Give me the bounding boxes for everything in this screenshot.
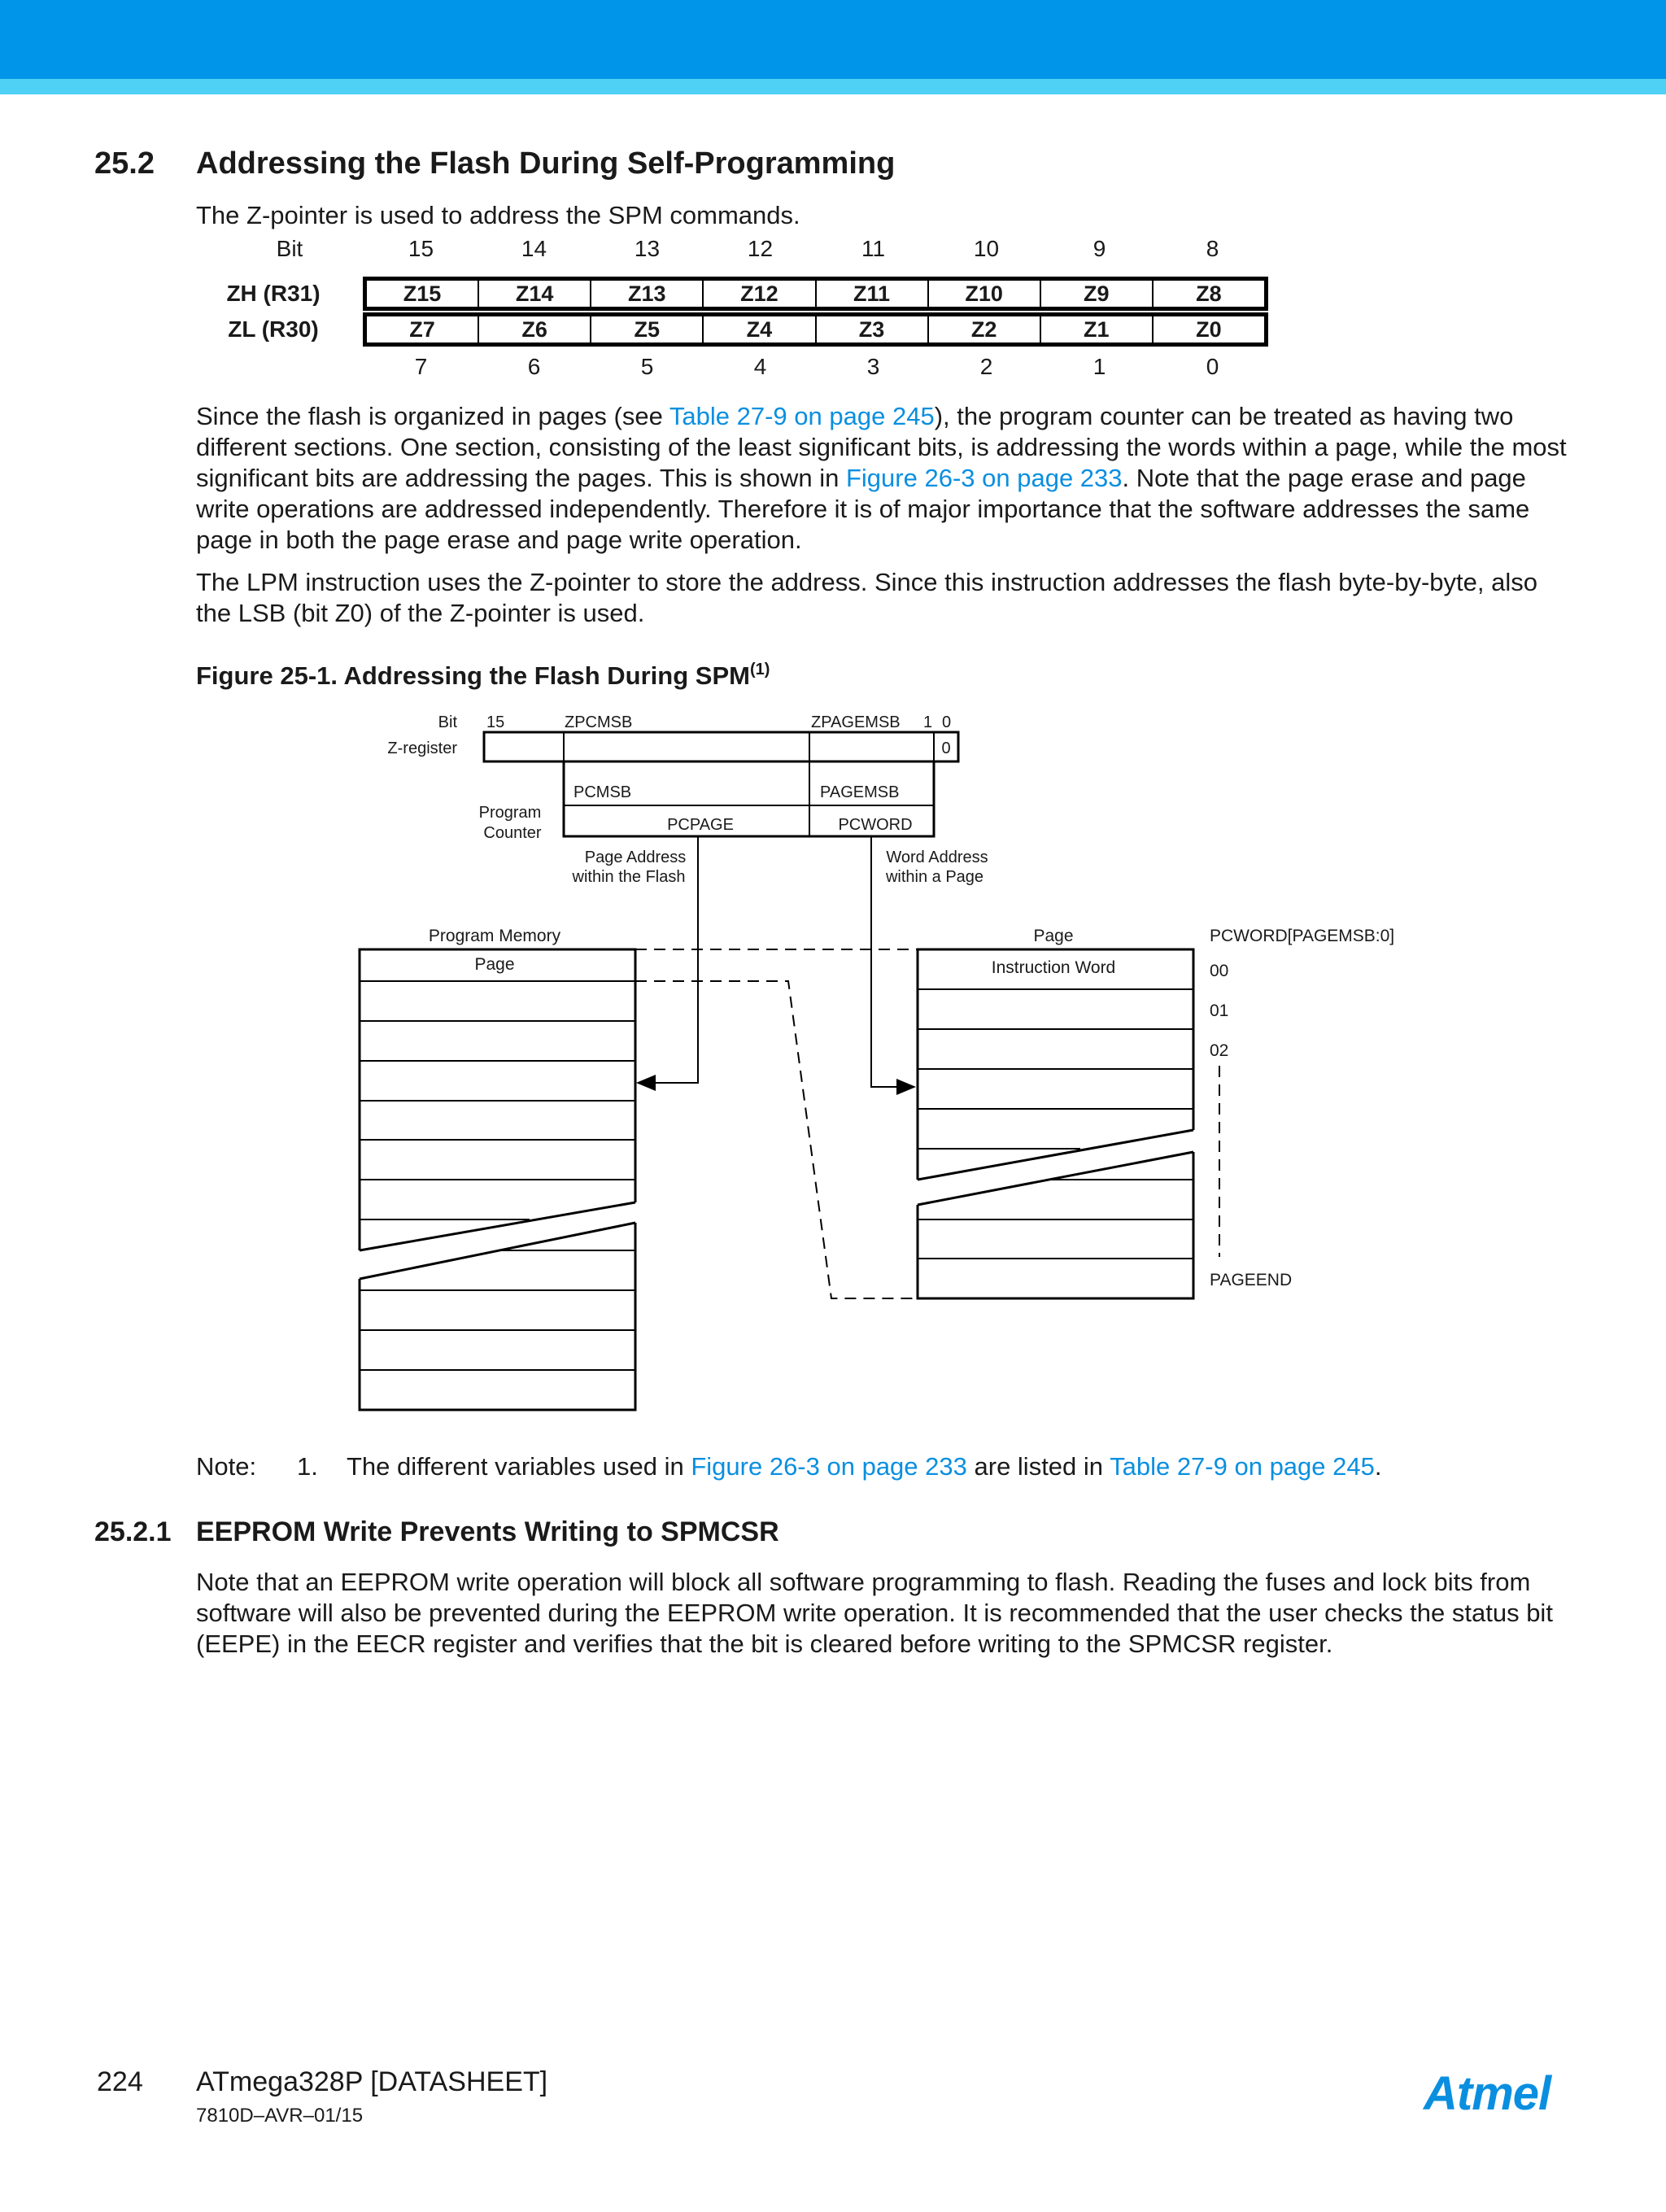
- fig-pcword: PCWORD: [838, 816, 913, 834]
- link-table-27-9[interactable]: Table 27-9 on page 245: [1110, 1452, 1375, 1481]
- fig-page-address-2: within the Flash: [572, 868, 686, 886]
- paragraph-lpm: The LPM instruction uses the Z-pointer to store the address. Since this instruction addresses the flash byte-by-byte, also the LSB (bit Z0) of the Z-pointer is used.: [196, 568, 1537, 627]
- zl-cell: Z2: [929, 316, 1041, 342]
- zh-cell: Z13: [591, 281, 704, 307]
- document-id: 7810D–AVR–01/15: [196, 2105, 364, 2127]
- bit-num: 12: [747, 236, 774, 261]
- bit-num: 0: [1206, 354, 1219, 379]
- fig-bit1: 1: [923, 713, 933, 731]
- note-label: Note:: [196, 1452, 257, 1481]
- bit-num: 6: [527, 354, 541, 379]
- bit-num: 4: [753, 354, 767, 379]
- page-block: [918, 949, 1193, 1298]
- bit-label: Bit: [276, 236, 303, 261]
- fig-zero-bit: 0: [941, 740, 951, 757]
- bit-num: 3: [866, 354, 880, 379]
- z-register-box: [484, 732, 958, 761]
- fig-word-00: 00: [1210, 962, 1229, 980]
- zl-cell: Z1: [1041, 316, 1154, 342]
- text-run: .: [1374, 1452, 1382, 1481]
- subsection-title: EEPROM Write Prevents Writing to SPMCSR: [196, 1516, 779, 1547]
- page-connector-dashed: [635, 949, 918, 1298]
- fig-bit15: 15: [486, 713, 505, 731]
- text-run: The different variables used in: [347, 1452, 691, 1481]
- fig-word-address-1: Word Address: [886, 849, 988, 866]
- intro-text: The Z-pointer is used to address the SPM commands.: [196, 201, 800, 229]
- fig-word-address-2: within a Page: [885, 868, 984, 886]
- figure-title-sup: (1): [749, 661, 770, 678]
- figure-title-text: Figure 25-1. Addressing the Flash During SPM: [196, 661, 750, 690]
- fig-page-right: Page: [1033, 927, 1074, 945]
- section-title: Addressing the Flash During Self-Programming: [196, 146, 896, 181]
- zl-cell: Z3: [817, 316, 929, 342]
- bit-num: 7: [414, 354, 428, 379]
- link-figure-26-3[interactable]: Figure 26-3 on page 233: [691, 1452, 967, 1481]
- fig-instruction-word: Instruction Word: [991, 958, 1116, 977]
- fig-pageend: PAGEEND: [1210, 1271, 1293, 1289]
- note-text: [347, 1452, 1382, 1481]
- note-number: 1.: [297, 1452, 318, 1481]
- bit-num: 2: [979, 354, 993, 379]
- zh-cell: Z12: [704, 281, 816, 307]
- fig-zpcmsb: ZPCMSB: [565, 713, 633, 731]
- fig-pcpage: PCPAGE: [667, 816, 734, 834]
- link-figure-26-3[interactable]: Figure 26-3 on page 233: [845, 464, 1123, 492]
- zl-cell: Z5: [591, 316, 704, 342]
- zl-cell: Z6: [479, 316, 591, 342]
- paragraph-eeprom: Note that an EEPROM write operation will block all software programming to flash. Reading the fuses and lock bits from software will also be prevented during the EEPROM write operation. It is recommended that the user checks the status bit (EEPE) in the EECR register and verifies that the bit is cleared before writing to the SPMCSR register.: [196, 1568, 1553, 1658]
- bit-num: 15: [408, 236, 434, 261]
- text-run: are listed in: [966, 1452, 1110, 1481]
- fig-zregister-label: Z-register: [387, 740, 457, 757]
- section-number: 25.2: [94, 146, 155, 181]
- page-number: 224: [97, 2066, 143, 2097]
- text-run: . Note that the page erase and page write operations are addressed independently. Therefore it is of major importance that the software addresses the same page in both the page erase and page write operation.: [196, 464, 1530, 554]
- bit-num: 1: [1092, 354, 1106, 379]
- bit-num: 14: [521, 236, 547, 261]
- program-memory-block: [360, 949, 635, 1410]
- zh-label: ZH (R31): [226, 281, 321, 306]
- zl-cell: Z0: [1196, 317, 1222, 342]
- subsection-number: 25.2.1: [94, 1516, 172, 1547]
- fig-counter-label: Counter: [483, 824, 542, 842]
- fig-pcmsb: PCMSB: [574, 783, 632, 801]
- fig-word-01: 01: [1210, 1001, 1229, 1020]
- text-run: Since the flash is organized in pages (see: [196, 402, 669, 430]
- fig-page-left: Page: [474, 955, 515, 974]
- bit-num: 9: [1092, 236, 1106, 261]
- atmel-logo: Atmel: [1424, 2067, 1551, 2120]
- bit-num: 11: [861, 236, 886, 261]
- fig-pagemsb: PAGEMSB: [820, 783, 900, 801]
- fig-page-address-1: Page Address: [584, 849, 687, 866]
- text-run: ), the program counter can be treated as having two different sections. One section, consisting of the least significant bits, is addressing the words within a page, while the most significant bits are addressing the pages. This is shown in: [196, 402, 1567, 492]
- bit-num: 10: [973, 236, 1000, 261]
- zl-cell: Z7: [367, 316, 479, 342]
- zh-cell: Z8: [1196, 281, 1222, 306]
- link-table-27-9[interactable]: Table 27-9 on page 245: [669, 402, 935, 430]
- zl-label: ZL (R30): [228, 316, 319, 342]
- bit-num: 13: [634, 236, 661, 261]
- fig-pcword-range: PCWORD[PAGEMSB:0]: [1210, 927, 1395, 945]
- zh-cell: Z14: [479, 281, 591, 307]
- zh-cell: Z15: [367, 281, 479, 307]
- bit-num: 8: [1206, 236, 1219, 261]
- document-title: ATmega328P [DATASHEET]: [196, 2066, 548, 2097]
- fig-word-02: 02: [1210, 1041, 1229, 1060]
- zh-cell: Z10: [929, 281, 1041, 307]
- fig-program-label: Program: [478, 804, 542, 822]
- zh-cell: Z9: [1041, 281, 1154, 307]
- fig-zpagemsb: ZPAGEMSB: [811, 713, 901, 731]
- fig-bit-label: Bit: [438, 713, 457, 731]
- fig-bit0: 0: [942, 713, 952, 731]
- zl-cell: Z4: [704, 316, 816, 342]
- fig-program-memory-label: Program Memory: [428, 927, 561, 945]
- zh-cell: Z11: [817, 281, 929, 307]
- bit-num: 5: [640, 354, 654, 379]
